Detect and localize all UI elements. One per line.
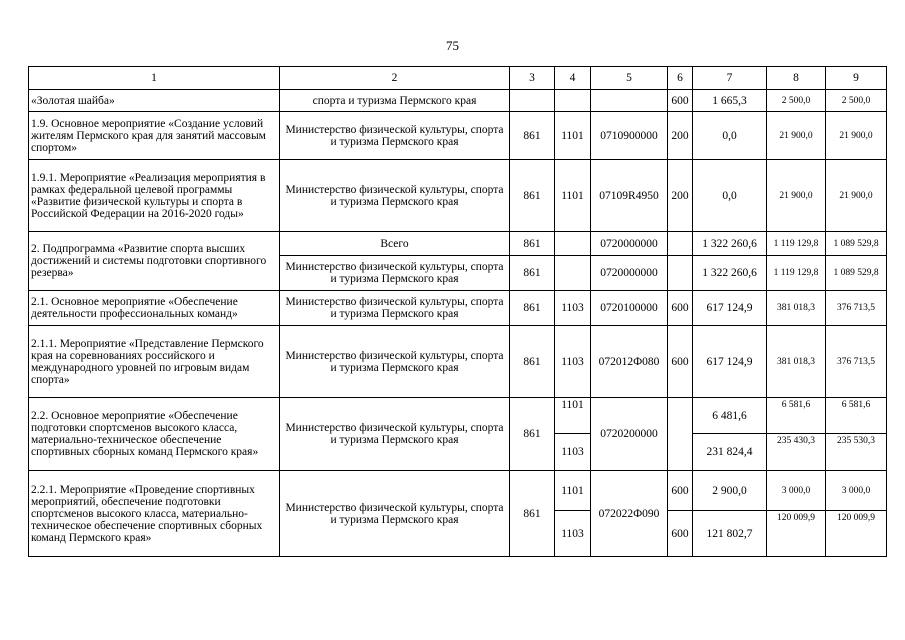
cell-4 — [555, 90, 591, 112]
cell-6: 600 — [668, 90, 693, 112]
col-header-9: 9 — [826, 67, 887, 90]
table-row — [29, 291, 887, 326]
cell-9: 1 089 529,8 — [826, 256, 887, 291]
table-row — [29, 112, 887, 160]
org-cell: спорта и туризма Пермского края — [280, 90, 510, 112]
cell-6: 600 — [668, 326, 693, 398]
cell-3: 861 — [510, 112, 555, 160]
cell-5: 0720000000 — [591, 256, 668, 291]
org-cell: Министерство физической культуры, спорта и туризма Пермского края — [280, 160, 510, 232]
item-name: 2. Подпрограмма «Развитие спорта высших достижений и системы подготовки спортивного резерва» — [29, 232, 280, 291]
cell-7: 617 124,9 — [693, 326, 767, 398]
page-number: 75 — [446, 38, 459, 53]
cell-7: 0,0 — [693, 112, 767, 160]
cell-7: 0,0 — [693, 160, 767, 232]
item-name: «Золотая шайба» — [29, 90, 280, 112]
cell-4: 1103 — [555, 291, 591, 326]
cell-4: 1101 — [555, 471, 591, 511]
col-header-3: 3 — [510, 67, 555, 90]
cell-5: 072022Ф090 — [591, 471, 668, 557]
org-cell: Министерство физической культуры, спорта и туризма Пермского края — [280, 398, 510, 471]
cell-9: 235 530,3 — [826, 434, 887, 471]
cell-9: 21 900,0 — [826, 112, 887, 160]
cell-3: 861 — [510, 291, 555, 326]
table-row — [29, 90, 887, 112]
cell-6: 600 — [668, 471, 693, 511]
cell-3: 861 — [510, 256, 555, 291]
cell-4: 1101 — [555, 112, 591, 160]
cell-8: 6 581,6 — [767, 398, 826, 434]
budget-table — [28, 66, 887, 557]
cell-7: 1 665,3 — [693, 90, 767, 112]
cell-8: 120 009,9 — [767, 511, 826, 557]
cell-7: 617 124,9 — [693, 291, 767, 326]
cell-8: 1 119 129,8 — [767, 256, 826, 291]
cell-8: 1 119 129,8 — [767, 232, 826, 256]
cell-9: 2 500,0 — [826, 90, 887, 112]
org-cell: Министерство физической культуры, спорта и туризма Пермского края — [280, 471, 510, 557]
cell-8: 235 430,3 — [767, 434, 826, 471]
cell-4: 1103 — [555, 434, 591, 471]
cell-5: 072012Ф080 — [591, 326, 668, 398]
cell-8: 381 018,3 — [767, 326, 826, 398]
cell-5: 0720000000 — [591, 232, 668, 256]
table-row — [29, 326, 887, 398]
header-row — [29, 67, 887, 90]
org-cell: Министерство физической культуры, спорта и туризма Пермского края — [280, 291, 510, 326]
col-header-1: 1 — [29, 67, 280, 90]
org-cell: Министерство физической культуры, спорта и туризма Пермского края — [280, 112, 510, 160]
table-row — [29, 232, 887, 256]
table-row — [29, 471, 887, 511]
cell-4: 1101 — [555, 160, 591, 232]
cell-9: 376 713,5 — [826, 326, 887, 398]
cell-3: 861 — [510, 471, 555, 557]
item-name: 1.9. Основное мероприятие «Создание условий жителям Пермского края для занятий массовым спортом» — [29, 112, 280, 160]
cell-3: 861 — [510, 398, 555, 471]
cell-6 — [668, 398, 693, 471]
cell-8: 381 018,3 — [767, 291, 826, 326]
cell-9: 1 089 529,8 — [826, 232, 887, 256]
cell-3: 861 — [510, 326, 555, 398]
cell-6: 600 — [668, 291, 693, 326]
org-cell: Министерство физической культуры, спорта и туризма Пермского края — [280, 256, 510, 291]
cell-5: 0720200000 — [591, 398, 668, 471]
cell-4 — [555, 256, 591, 291]
table-row — [29, 398, 887, 434]
col-header-5: 5 — [591, 67, 668, 90]
cell-7: 1 322 260,6 — [693, 256, 767, 291]
cell-7: 231 824,4 — [693, 434, 767, 471]
cell-6: 200 — [668, 160, 693, 232]
org-cell: Министерство физической культуры, спорта и туризма Пермского края — [280, 326, 510, 398]
cell-3: 861 — [510, 160, 555, 232]
cell-9: 3 000,0 — [826, 471, 887, 511]
org-cell: Всего — [280, 232, 510, 256]
cell-9: 120 009,9 — [826, 511, 887, 557]
item-name: 2.1.1. Мероприятие «Представление Пермского края на соревнованиях российского и международного уровней по игровым видам спорта» — [29, 326, 280, 398]
cell-7: 6 481,6 — [693, 398, 767, 434]
cell-4: 1101 — [555, 398, 591, 434]
cell-6 — [668, 232, 693, 256]
cell-9: 21 900,0 — [826, 160, 887, 232]
cell-4 — [555, 232, 591, 256]
cell-7: 121 802,7 — [693, 511, 767, 557]
cell-6: 200 — [668, 112, 693, 160]
item-name: 2.1. Основное мероприятие «Обеспечение деятельности профессиональных команд» — [29, 291, 280, 326]
table-row — [29, 160, 887, 232]
col-header-4: 4 — [555, 67, 591, 90]
cell-9: 376 713,5 — [826, 291, 887, 326]
cell-8: 21 900,0 — [767, 112, 826, 160]
cell-8: 2 500,0 — [767, 90, 826, 112]
cell-4: 1103 — [555, 326, 591, 398]
cell-4: 1103 — [555, 511, 591, 557]
cell-5: 0710900000 — [591, 112, 668, 160]
cell-5 — [591, 90, 668, 112]
cell-8: 21 900,0 — [767, 160, 826, 232]
col-header-6: 6 — [668, 67, 693, 90]
item-name: 2.2. Основное мероприятие «Обеспечение подготовки спортсменов высокого класса, материально-техническое обеспечение спортивных сборных команд Пермского края» — [29, 398, 280, 471]
cell-6 — [668, 256, 693, 291]
item-name: 2.2.1. Мероприятие «Проведение спортивных мероприятий, обеспечение подготовки спортсменов высокого класса, материально-техническое обеспечение спортивных сборных команд Пермского края» — [29, 471, 280, 557]
cell-9: 6 581,6 — [826, 398, 887, 434]
cell-7: 2 900,0 — [693, 471, 767, 511]
cell-7: 1 322 260,6 — [693, 232, 767, 256]
cell-8: 3 000,0 — [767, 471, 826, 511]
cell-3 — [510, 90, 555, 112]
cell-6: 600 — [668, 511, 693, 557]
cell-3: 861 — [510, 232, 555, 256]
col-header-7: 7 — [693, 67, 767, 90]
item-name: 1.9.1. Мероприятие «Реализация мероприятия в рамках федеральной целевой программы «Развитие физической культуры и спорта в Российской Федерации на 2016-2020 годы» — [29, 160, 280, 232]
cell-5: 07109R4950 — [591, 160, 668, 232]
col-header-8: 8 — [767, 67, 826, 90]
col-header-2: 2 — [280, 67, 510, 90]
cell-5: 0720100000 — [591, 291, 668, 326]
